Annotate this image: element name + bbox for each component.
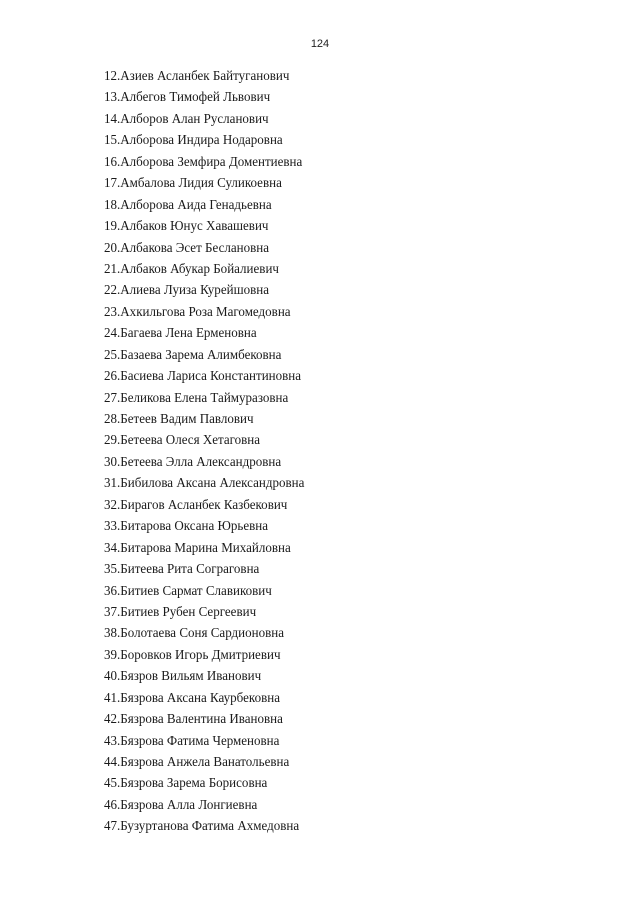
list-item: 14.Алборов Алан Русланович [104,111,269,127]
list-item: 47.Бузуртанова Фатима Ахмедовна [104,819,300,835]
list-item: 37.Битиев Рубен Сергеевич [104,604,257,620]
list-item: 28.Бетеев Вадим Павлович [104,412,254,427]
list-item: 39.Боровков Игорь Дмитриевич [104,647,281,663]
list-item: 15.Алборова Индира Нодаровна [104,133,283,149]
list-item: 46.Бязрова Алла Лонгиевна [104,797,258,813]
list-item: 23.Ахкильгова Роза Магомедовна [104,304,291,320]
list-item: 33.Битарова Оксана Юрьевна [104,519,269,535]
list-item: 40.Бязров Вильям Иванович [104,669,262,685]
list-item: 44.Бязрова Анжела Ванатольевна [104,755,290,770]
list-item: 16.Алборова Земфира Доментиевна [104,154,303,170]
list-item: 32.Бирагов Асланбек Казбекович [104,497,288,513]
list-item: 27.Беликова Елена Таймуразовна [104,390,289,406]
list-item: 41.Бязрова Аксана Каурбековна [104,690,280,706]
list-item: 21.Албаков Абукар Бойалиевич [104,261,279,277]
list-item: 45.Бязрова Зарема Борисовна [104,776,268,792]
list-item: 24.Багаева Лена Ерменовна [104,326,257,342]
list-item: 31.Бибилова Аксана Александровна [104,476,305,492]
list-item: 34.Битарова Марина Михайловна [104,540,291,556]
list-item: 42.Бязрова Валентина Ивановна [104,712,283,728]
list-item: 43.Бязрова Фатима Черменовна [104,733,280,749]
list-item: 29.Бетеева Олеся Хетаговна [104,433,261,449]
list-item: 13.Албегов Тимофей Львович [104,90,271,106]
list-item: 22.Алиева Луиза Курейшовна [104,283,270,299]
list-item: 17.Амбалова Лидия Суликоевна [104,176,282,192]
list-item: 12.Азиев Асланбек Байтуганович [104,69,290,84]
name-list [104,66,319,838]
list-item: 36.Битиев Сармат Славикович [104,583,272,599]
list-item: 38.Болотаева Соня Сардионовна [104,626,285,642]
list-item: 26.Басиева Лариса Константиновна [104,369,302,385]
list-item: 25.Базаева Зарема Алимбековна [104,347,282,363]
list-item: 30.Бетеева Элла Александровна [104,454,282,470]
page-number: 124 [310,38,330,50]
list-item: 35.Битеева Рита Сограговна [104,562,260,578]
list-item: 20.Албакова Эсет Беслановна [104,240,270,256]
list-item: 19.Албаков Юнус Хавашевич [104,219,269,235]
list-item: 18.Алборова Аида Генадьевна [104,197,272,213]
